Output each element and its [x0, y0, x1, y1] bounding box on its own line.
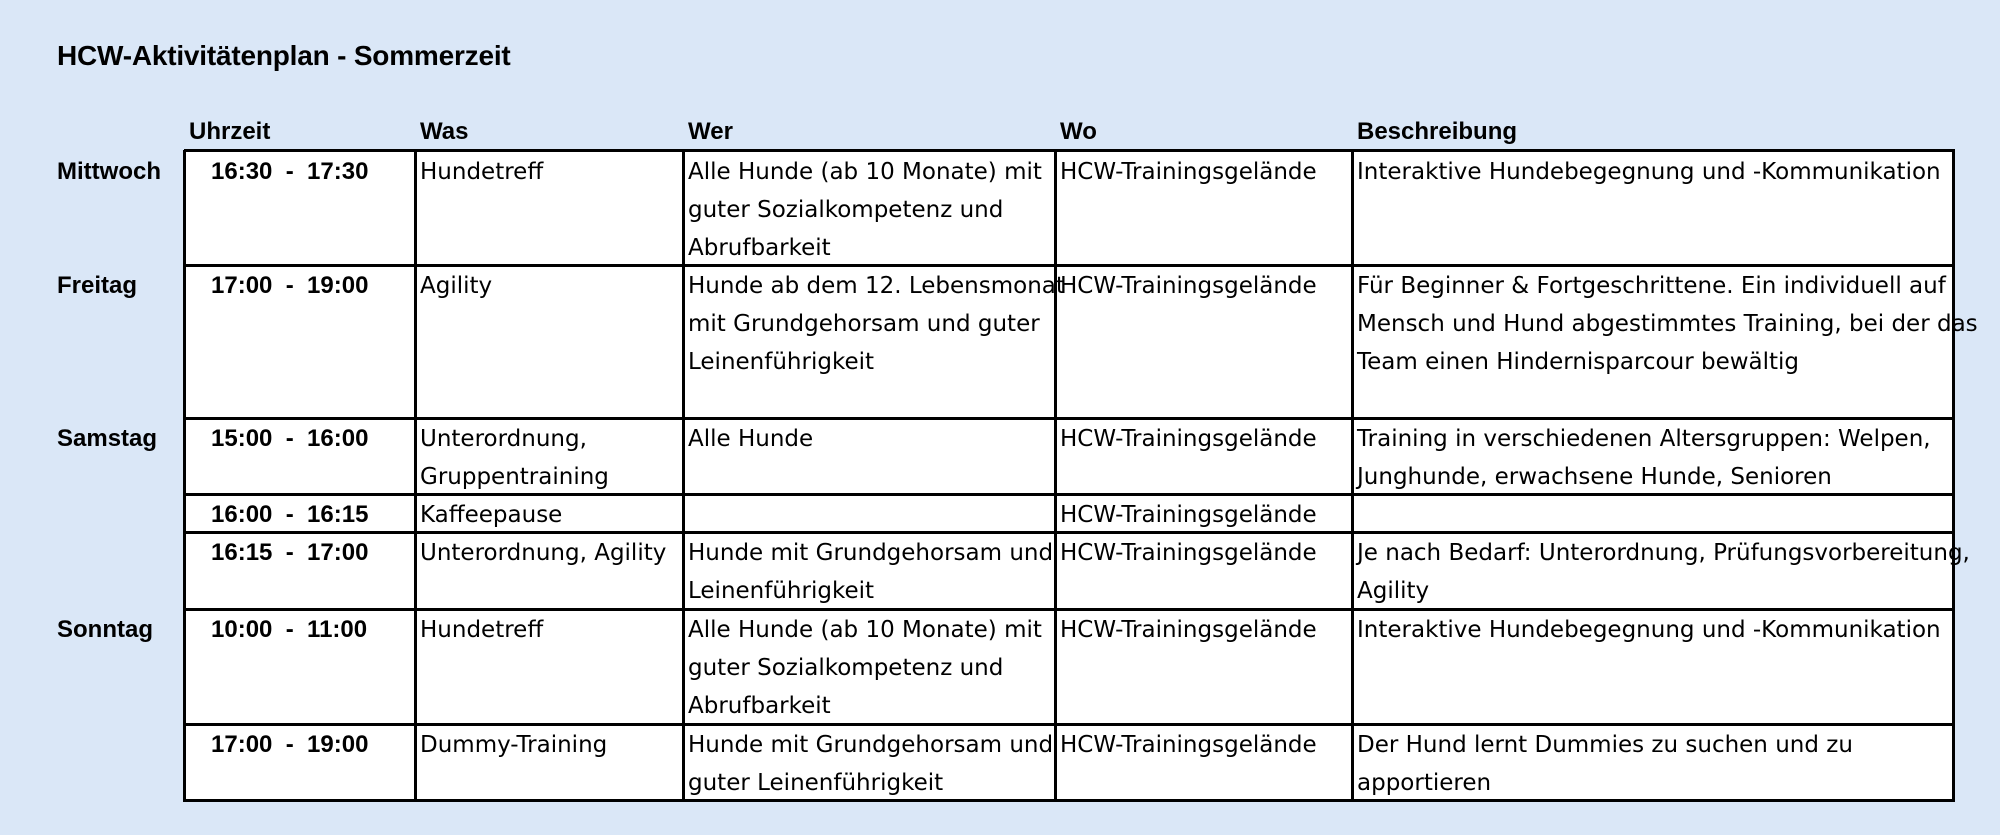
table-border-left: [183, 150, 186, 802]
column-header-what: Was: [420, 118, 469, 145]
description-cell: Interaktive Hundebegegnung und -Kommunikation: [1357, 617, 1941, 643]
activity-cell: Hundetreff: [420, 617, 544, 643]
table-border-right: [1952, 150, 1955, 802]
day-label-saturday: Samstag: [57, 425, 158, 452]
table-column-divider: [682, 150, 685, 802]
day-label-sunday: Sonntag: [57, 616, 153, 643]
activity-cell: Kaffeepause: [420, 502, 563, 528]
table-column-divider: [414, 150, 417, 802]
description-cell: Der Hund lernt Dummies zu suchen und zu apportieren: [1357, 732, 1853, 796]
column-header-time: Uhrzeit: [189, 118, 271, 145]
day-label-wednesday: Mittwoch: [57, 158, 161, 185]
activity-cell: Agility: [420, 273, 493, 299]
activity-cell: Hundetreff: [420, 159, 544, 185]
time-range-cell: 10:00 - 11:00: [211, 616, 368, 643]
page-title: HCW-Aktivitätenplan - Sommerzeit: [57, 40, 511, 71]
column-header-who: Wer: [688, 118, 733, 145]
description-cell: Für Beginner & Fortgeschrittene. Ein individuell auf Mensch und Hund abgestimmtes Training, bei der das Team einen Hindernisparcour bewältig: [1357, 273, 1978, 375]
time-range-cell: 16:00 - 16:15: [211, 501, 369, 528]
description-cell: Training in verschiedenen Altersgruppen: Welpen, Junghunde, erwachsene Hunde, Senioren: [1357, 426, 1931, 490]
location-cell: HCW-Trainingsgelände: [1060, 502, 1317, 528]
time-range-cell: 17:00 - 19:00: [211, 272, 369, 299]
table-column-divider: [1054, 150, 1057, 802]
participants-cell: Hunde ab dem 12. Lebensmonat mit Grundgehorsam und guter Leinenführigkeit: [688, 273, 1065, 375]
time-range-cell: 17:00 - 19:00: [211, 731, 369, 758]
participants-cell: Hunde mit Grundgehorsam und Leinenführigkeit: [688, 540, 1054, 604]
description-cell: Je nach Bedarf: Unterordnung, Prüfungsvorbereitung, Agility: [1357, 540, 1970, 604]
table-border-top: [184, 149, 1955, 152]
column-header-description: Beschreibung: [1357, 118, 1518, 145]
activity-cell: Dummy-Training: [420, 732, 608, 758]
location-cell: HCW-Trainingsgelände: [1060, 617, 1317, 643]
location-cell: HCW-Trainingsgelände: [1060, 426, 1317, 452]
time-range-cell: 16:15 - 17:00: [211, 539, 369, 566]
location-cell: HCW-Trainingsgelände: [1060, 732, 1317, 758]
time-range-cell: 16:30 - 17:30: [211, 158, 369, 185]
activity-cell: Unterordnung, Gruppentraining: [420, 426, 609, 490]
participants-cell: Hunde mit Grundgehorsam und guter Leinenführigkeit: [688, 732, 1054, 796]
time-range-cell: 15:00 - 16:00: [211, 425, 369, 452]
day-label-friday: Freitag: [57, 272, 138, 299]
participants-cell: Alle Hunde (ab 10 Monate) mit guter Sozialkompetenz und Abrufbarkeit: [688, 617, 1042, 719]
participants-cell: Alle Hunde (ab 10 Monate) mit guter Sozialkompetenz und Abrufbarkeit: [688, 159, 1042, 261]
table-column-divider: [1351, 150, 1354, 802]
location-cell: HCW-Trainingsgelände: [1060, 159, 1317, 185]
participants-cell: Alle Hunde: [688, 426, 814, 452]
column-header-where: Wo: [1060, 118, 1097, 145]
activity-cell: Unterordnung, Agility: [420, 540, 667, 566]
location-cell: HCW-Trainingsgelände: [1060, 273, 1317, 299]
description-cell: Interaktive Hundebegegnung und -Kommunikation: [1357, 159, 1941, 185]
location-cell: HCW-Trainingsgelände: [1060, 540, 1317, 566]
